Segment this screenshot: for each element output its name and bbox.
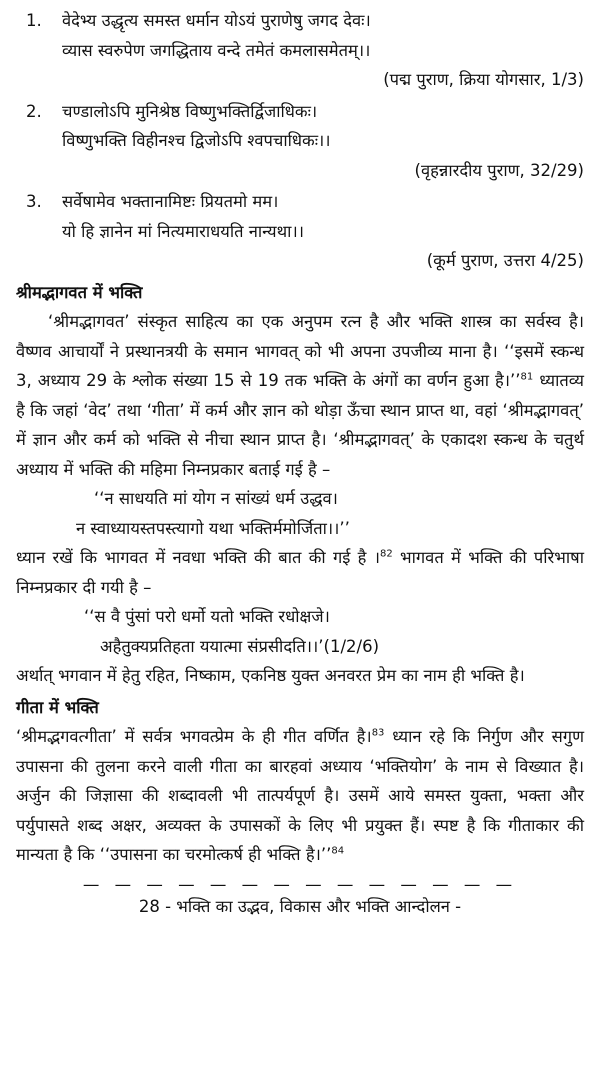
verse-line: सर्वेषामेव भक्तानामिष्टः प्रियतमो मम। (62, 192, 279, 211)
paragraph-text: ध्यान रहे कि निर्गुण और सगुण उपासना की तुलना करने वाली गीता का बारहवां अध्याय ‘भक्तियोग’ के नाम से विख्यात है। अर्जुन की जिज्ञासा की शब्दावली भी तात्पर्यपूर्ण है। उसमें आये समस्त युक्ता, भक्ता और पर्युपासते शब्द अक्षर, अव्यक्त के उपासकों के लिए भी प्रयुक्त हैं। स्पष्ट है कि गीताकार की मान्यता है कि ‘‘उपासना का चरमोत्कर्ष ही भक्ति है।’’ (16, 727, 584, 864)
footnote-ref-84: 84 (331, 845, 345, 857)
footnote-ref-81: 81 (520, 371, 534, 383)
paragraph-text: ध्यातव्य है कि जहां ‘वेद’ तथा ‘गीता’ में कर्म और ज्ञान को थोड़ा ऊँचा स्थान प्राप्त था, वहां ‘श्रीमद्भागवत्’ में ज्ञान और कर्म को भक्ति से नीचा स्थान प्राप्त है। ‘श्रीमद्भागवत्’ के एकादश स्कन्ध के चतुर्थ अध्याय में भक्ति की महिमा निम्नप्रकार बताई गई है – (16, 371, 584, 479)
verse-line: यो हि ज्ञानेन मां नित्यमाराधयति नान्यथा।। (62, 221, 304, 241)
verse-line: व्यास स्वरुपेण जगद्धिताय वन्दे तमेतं कमलासमेतम्।। (62, 40, 371, 60)
page-footer: 28 - भक्ति का उद्भव, विकास और भक्ति आन्दोलन - (138, 896, 462, 916)
section-heading-gita: गीता में भक्ति (16, 697, 99, 717)
verse-line: विष्णुभक्ति विहीनश्च द्विजोऽपि श्वपचाधिकः।। (62, 131, 331, 150)
paragraph-definition: अर्थात् भगवान में हेतु रहित, निष्काम, एकनिष्ठ युक्त अनवरत प्रेम का नाम ही भक्ति है। (16, 666, 525, 685)
verse-number: 3. (26, 192, 42, 211)
quote-line: न स्वाध्यायस्तपस्त्यागो यथा भक्तिर्ममोर्जिता।।’’ (76, 518, 350, 538)
paragraph-text: ‘श्रीमद्भागवत’ संस्कृत साहित्य का एक अनुपम रत्न है और भक्ति शास्त्र का सर्वस्व है। वैष्णव आचार्यों ने प्रस्थानत्रयी के समान भागवत् को भी अपना उपजीव्य माना है। ‘‘इसमें स्कन्ध 3, अध्याय 29 के श्लोक संख्या 15 से 19 तक भक्ति के अंगों का वर्णन हुआ है।’’ (16, 312, 584, 390)
verse-source: (पद्म पुराण, क्रिया योगसार, 1/3) (383, 70, 584, 89)
verse-source: (वृहन्नारदीय पुराण, 32/29) (414, 160, 584, 180)
section-heading-bhagavat: श्रीमद्भागवत में भक्ति (16, 282, 143, 302)
quote-line: अहैतुक्यप्रतिहता ययात्मा संप्रसीदति।।’(1/2/6) (100, 636, 380, 656)
verse-3 (16, 187, 584, 246)
paragraph-gita (16, 722, 584, 870)
verse-number: 1. (26, 11, 42, 30)
paragraph-bhagavat-intro (16, 307, 584, 484)
footnote-ref-82: 82 (379, 548, 393, 560)
verse-1 (16, 6, 584, 65)
paragraph-text: ध्यान रखें कि भागवत में नवधा भक्ति की बात की गई है । (16, 548, 380, 567)
verse-line: वेदेभ्य उद्धृत्य समस्त धर्मान योऽयं पुराणेषु जगद देवः। (62, 11, 371, 30)
footnote-ref-83: 83 (371, 727, 385, 739)
verse-2 (16, 97, 584, 156)
footer-divider: — — — — — — — — — — — — — — (82, 874, 518, 894)
quote-line: ‘‘स वै पुंसां परो धर्मो यतो भक्ति रधोक्षजे। (84, 607, 330, 626)
verse-line: चण्डालोऽपि मुनिश्रेष्ठ विष्णुभक्तिर्द्विजाधिकः। (62, 101, 318, 121)
verse-number: 2. (26, 101, 42, 121)
paragraph-text: भागवत में भक्ति की परिभाषा निम्नप्रकार दी गयी है – (16, 548, 584, 597)
paragraph-text: ‘श्रीमद्भगवत्गीता’ में सर्वत्र भगवत्प्रेम के ही गीत वर्णित है। (16, 727, 372, 746)
paragraph-navadha (16, 543, 584, 602)
verse-source: (कूर्म पुराण, उत्तरा 4/25) (426, 251, 584, 270)
quote-line: ‘‘न साधयति मां योग न सांख्यं धर्म उद्धव। (94, 489, 338, 508)
